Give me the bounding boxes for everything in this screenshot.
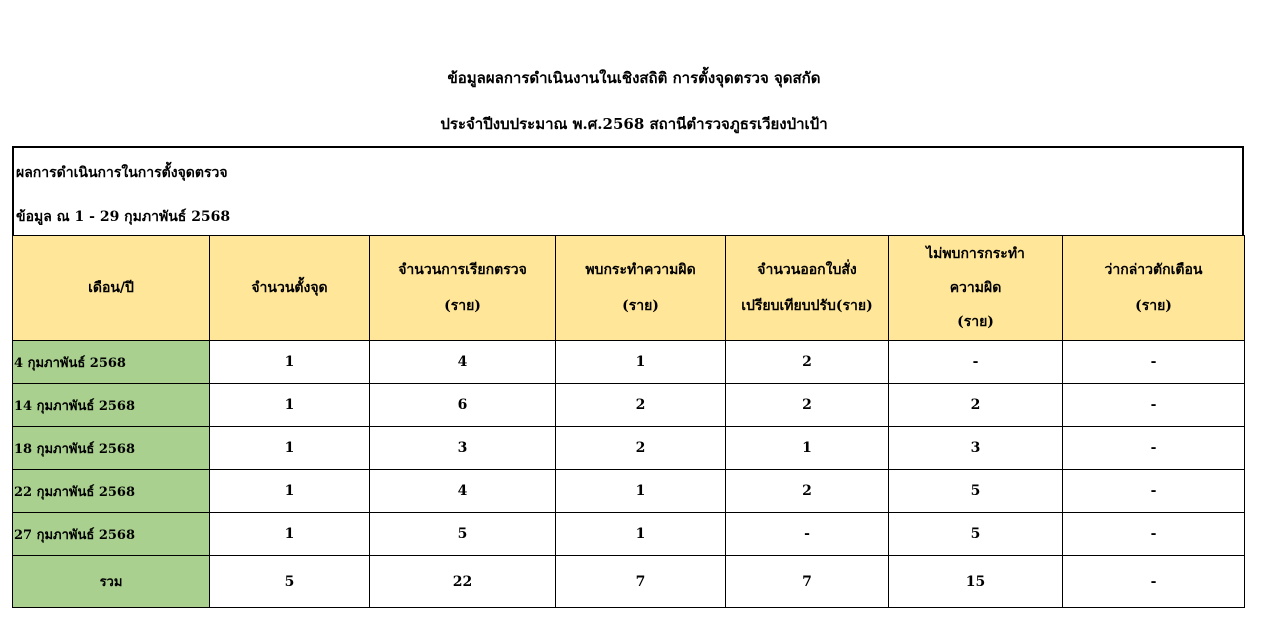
cell-warnings: - xyxy=(1063,470,1245,513)
total-no-offense: 15 xyxy=(889,556,1063,608)
cell-warnings: - xyxy=(1063,341,1245,384)
cell-offenses-found: 1 xyxy=(556,341,726,384)
cell-inspections: 5 xyxy=(370,513,556,556)
row-date: 22 กุมภาพันธ์ 2568 xyxy=(13,470,210,513)
cell-tickets-issued: 2 xyxy=(726,470,889,513)
row-date: 14 กุมภาพันธ์ 2568 xyxy=(13,384,210,427)
report-sheet xyxy=(12,146,1244,606)
row-date: 27 กุมภาพันธ์ 2568 xyxy=(13,513,210,556)
total-label: รวม xyxy=(13,556,210,608)
total-offenses-found: 7 xyxy=(556,556,726,608)
total-checkpoints: 5 xyxy=(210,556,370,608)
cell-no-offense: 2 xyxy=(889,384,1063,427)
section-heading: ผลการดำเนินการในการตั้งจุดตรวจ xyxy=(16,165,228,181)
cell-tickets-issued: 2 xyxy=(726,341,889,384)
data-as-of-date: ข้อมูล ณ 1 - 29 กุมภาพันธ์ 2568 xyxy=(16,209,231,225)
cell-inspections: 3 xyxy=(370,427,556,470)
cell-warnings: - xyxy=(1063,513,1245,556)
cell-no-offense: 3 xyxy=(889,427,1063,470)
cell-inspections: 6 xyxy=(370,384,556,427)
table-total-row xyxy=(13,556,1245,608)
col-header-inspections: จำนวนการเรียกตรวจ (ราย) xyxy=(370,236,556,341)
row-date: 18 กุมภาพันธ์ 2568 xyxy=(13,427,210,470)
cell-inspections: 4 xyxy=(370,341,556,384)
cell-offenses-found: 1 xyxy=(556,513,726,556)
col-header-tickets-issued: จำนวนออกใบสั่ง เปรียบเทียบปรับ(ราย) xyxy=(726,236,889,341)
total-warnings: - xyxy=(1063,556,1245,608)
cell-tickets-issued: 2 xyxy=(726,384,889,427)
cell-no-offense: 5 xyxy=(889,513,1063,556)
checkpoint-stats-table xyxy=(12,235,1245,608)
report-subtitle: ประจำปีงบประมาณ พ.ศ.2568 สถานีตำรวจภูธรเวียงป่าเป้า xyxy=(440,115,828,133)
cell-inspections: 4 xyxy=(370,470,556,513)
col-header-offenses-found: พบกระทำความผิด (ราย) xyxy=(556,236,726,341)
table-row xyxy=(13,427,1245,470)
cell-warnings: - xyxy=(1063,384,1245,427)
cell-checkpoints: 1 xyxy=(210,470,370,513)
col-header-checkpoints: จำนวนตั้งจุด xyxy=(210,236,370,341)
cell-checkpoints: 1 xyxy=(210,513,370,556)
table-row xyxy=(13,341,1245,384)
cell-checkpoints: 1 xyxy=(210,384,370,427)
cell-tickets-issued: 1 xyxy=(726,427,889,470)
row-date: 4 กุมภาพันธ์ 2568 xyxy=(13,341,210,384)
cell-warnings: - xyxy=(1063,427,1245,470)
cell-tickets-issued: - xyxy=(726,513,889,556)
table-row xyxy=(13,470,1245,513)
cell-offenses-found: 1 xyxy=(556,470,726,513)
col-header-no-offense: ไม่พบการกระทำ ความผิด (ราย) xyxy=(889,236,1063,341)
col-header-warnings: ว่ากล่าวตักเตือน (ราย) xyxy=(1063,236,1245,341)
cell-no-offense: 5 xyxy=(889,470,1063,513)
cell-checkpoints: 1 xyxy=(210,341,370,384)
total-tickets-issued: 7 xyxy=(726,556,889,608)
col-header-month: เดือน/ปี xyxy=(13,236,210,341)
table-header-row xyxy=(13,236,1245,341)
total-inspections: 22 xyxy=(370,556,556,608)
cell-checkpoints: 1 xyxy=(210,427,370,470)
report-title: ข้อมูลผลการดำเนินงานในเชิงสถิติ การตั้งจุดตรวจ จุดสกัด xyxy=(447,69,821,87)
cell-no-offense: - xyxy=(889,341,1063,384)
table-row xyxy=(13,384,1245,427)
table-row xyxy=(13,513,1245,556)
cell-offenses-found: 2 xyxy=(556,384,726,427)
cell-offenses-found: 2 xyxy=(556,427,726,470)
